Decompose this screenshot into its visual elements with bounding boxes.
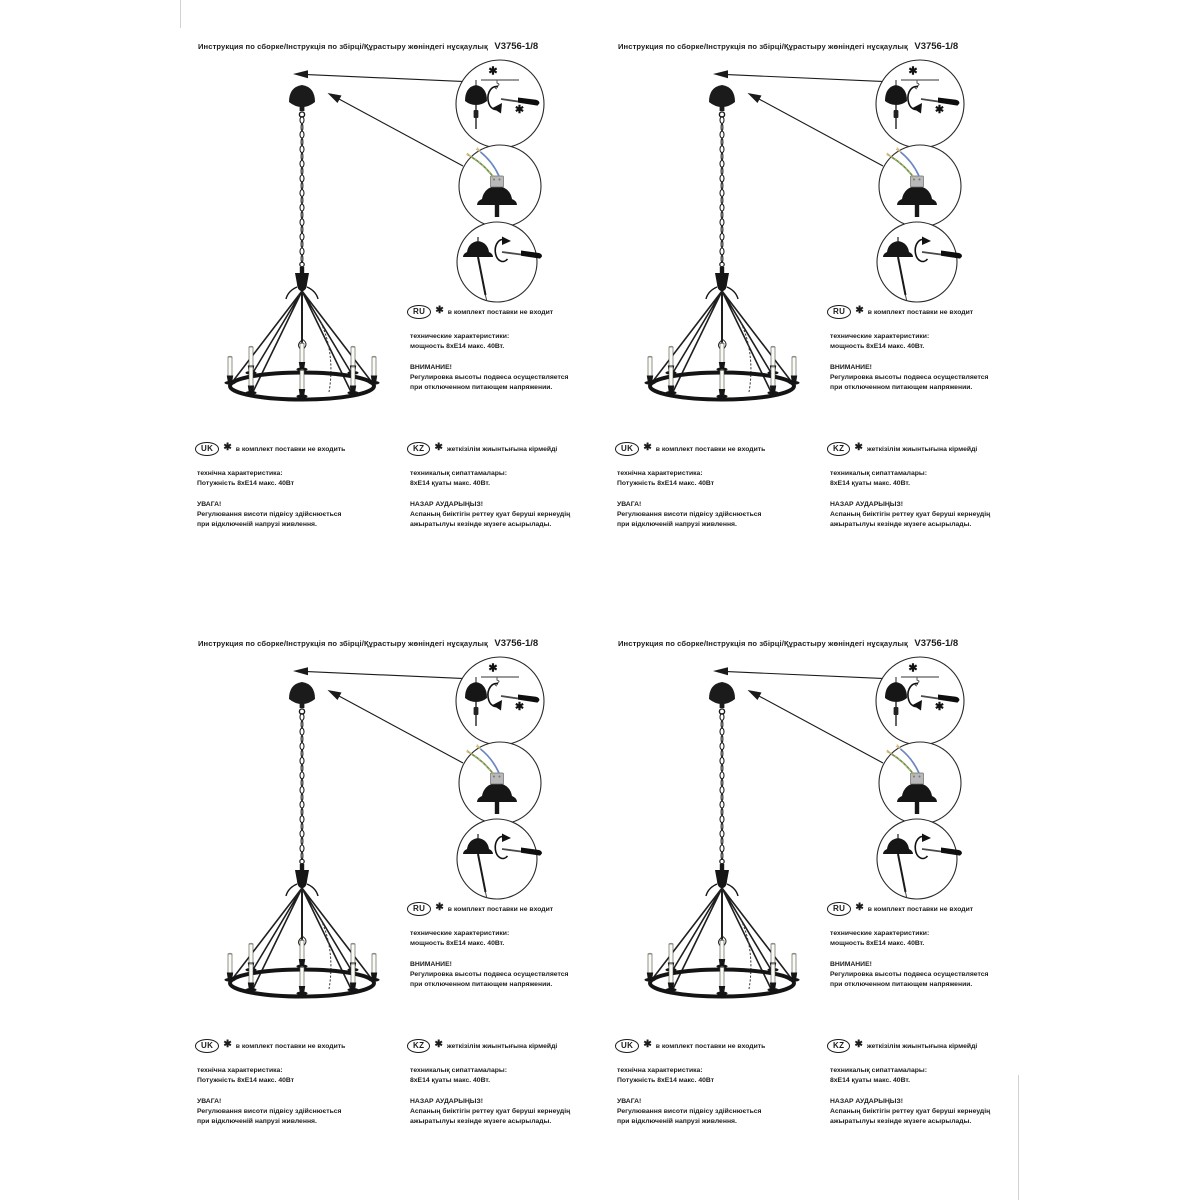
uk-spec-value: Потужність 8хЕ14 макс. 40Вт <box>617 1077 715 1084</box>
ru-spec-title: технические характеристики: <box>830 333 930 340</box>
asterisk-icon: ✱ <box>855 305 864 316</box>
kz-specs <box>830 1066 927 1086</box>
arrow-canopy-to-mount-callout <box>713 70 882 81</box>
uk-specs <box>617 1066 714 1086</box>
uk-spec-title: технічна характеристика: <box>197 1067 283 1074</box>
model-number: V3756-1/8 <box>914 638 959 649</box>
ru-warning-title: ВНИМАНИЕ! <box>410 961 452 968</box>
asterisk-icon: ✱ <box>434 442 443 453</box>
ceiling-canopy <box>289 85 315 117</box>
not-included-asterisk: ✱ <box>514 701 525 713</box>
uk-warning <box>197 1097 342 1127</box>
not-included-asterisk: ✱ <box>908 65 918 78</box>
ru-spec-title: технические характеристики: <box>410 930 510 937</box>
ru-warning-line1: Регулировка высоты подвеса осуществляется <box>410 971 569 978</box>
instruction-page <box>600 600 1020 1194</box>
kz-warning-line1: Аспаның биіктігін реттеу қуат беруші кернеудің <box>830 511 991 518</box>
not-included-asterisk: ✱ <box>514 104 525 116</box>
asterisk-icon: ✱ <box>643 1039 652 1050</box>
kz-not-included-note: жеткізілім жиынтығына кірмейді <box>866 445 978 453</box>
kz-section-header <box>827 1039 977 1053</box>
asterisk-icon: ✱ <box>223 442 232 453</box>
kz-specs <box>410 469 507 489</box>
callout-rod-adjust <box>457 819 542 899</box>
instruction-page <box>600 3 1020 597</box>
uk-spec-value: Потужність 8хЕ14 макс. 40Вт <box>197 480 295 487</box>
lang-badge-kz: KZ <box>407 1039 430 1053</box>
ru-section-header <box>827 305 973 319</box>
uk-warning-line2: при відключеній напрузі живлення. <box>617 521 737 528</box>
kz-section-header <box>407 1039 557 1053</box>
terminal-block <box>911 773 924 784</box>
lang-badge-uk: UK <box>615 1039 639 1053</box>
ru-spec-value: мощность 8хЕ14 макс. 40Вт. <box>410 940 505 947</box>
callout-wiring <box>459 145 541 227</box>
uk-warning-line1: Регулювання висоти підвісу здійснюється <box>197 511 342 518</box>
uk-not-included-note: в комплект поставки не входить <box>235 1042 346 1050</box>
callout-canopy-mount <box>456 657 544 745</box>
asterisk-icon: ✱ <box>223 1039 232 1050</box>
model-number: V3756-1/8 <box>494 638 539 649</box>
uk-specs <box>617 469 714 489</box>
arrow-canopy-to-wiring-callout <box>328 93 464 166</box>
not-included-asterisk: ✱ <box>488 65 498 78</box>
page-title <box>198 633 538 651</box>
ru-section-header <box>407 902 553 916</box>
uk-warning-line1: Регулювання висоти підвісу здійснюється <box>197 1108 342 1115</box>
terminal-block <box>491 773 504 784</box>
page-title-text: Инструкция по сборке/Інструкція по збірці/Құрастыру жөніндегі нұсқаулық <box>198 639 488 648</box>
ru-warning <box>830 363 988 393</box>
uk-warning <box>617 500 762 530</box>
kz-warning-line1: Аспаның биіктігін реттеу қуат беруші кернеудің <box>410 1108 571 1115</box>
uk-section-header <box>615 442 765 456</box>
asterisk-icon: ✱ <box>435 305 444 316</box>
ru-spec-value: мощность 8хЕ14 макс. 40Вт. <box>830 343 925 350</box>
ru-warning-line2: при отключенном питающем напряжении. <box>410 981 553 988</box>
instruction-page <box>180 3 600 597</box>
kz-warning <box>830 1097 990 1127</box>
page-title <box>618 36 958 54</box>
kz-spec-value: 8хЕ14 қуаты макс. 40Вт. <box>830 1077 911 1084</box>
kz-warning-title: НАЗАР АУДАРЫҢЫЗ! <box>410 501 483 508</box>
chandelier-drawing <box>180 3 380 400</box>
ru-warning <box>410 363 568 393</box>
model-number: V3756-1/8 <box>494 41 539 52</box>
ru-warning-line2: при отключенном питающем напряжении. <box>830 384 973 391</box>
ru-section-header <box>407 305 553 319</box>
ceiling-canopy <box>709 85 735 117</box>
asterisk-icon: ✱ <box>434 1039 443 1050</box>
page-title <box>618 633 958 651</box>
kz-not-included-note: жеткізілім жиынтығына кірмейді <box>446 1042 558 1050</box>
lang-badge-kz: KZ <box>827 442 850 456</box>
ru-warning-title: ВНИМАНИЕ! <box>830 364 872 371</box>
callout-wiring <box>879 742 961 824</box>
callout-rod-adjust <box>877 222 962 302</box>
model-number: V3756-1/8 <box>914 41 959 52</box>
ru-warning <box>830 960 988 990</box>
ceiling-canopy <box>709 682 735 714</box>
kz-not-included-note: жеткізілім жиынтығына кірмейді <box>866 1042 978 1050</box>
chandelier-drawing <box>600 600 800 997</box>
kz-specs <box>830 469 927 489</box>
kz-spec-value: 8хЕ14 қуаты макс. 40Вт. <box>830 480 911 487</box>
arrow-canopy-to-wiring-callout <box>748 690 884 763</box>
asterisk-icon: ✱ <box>854 1039 863 1050</box>
page-title-text: Инструкция по сборке/Інструкція по збірці/Құрастыру жөніндегі нұсқаулық <box>618 639 908 648</box>
page-title-text: Инструкция по сборке/Інструкція по збірці/Құрастыру жөніндегі нұсқаулық <box>618 42 908 51</box>
callout-wiring <box>879 145 961 227</box>
ru-warning-line2: при отключенном питающем напряжении. <box>830 981 973 988</box>
kz-spec-title: техникалық сипаттамалары: <box>410 470 507 477</box>
uk-warning-line2: при відключеній напрузі живлення. <box>617 1118 737 1125</box>
uk-specs <box>197 469 294 489</box>
kz-spec-value: 8хЕ14 қуаты макс. 40Вт. <box>410 480 491 487</box>
ru-section-header <box>827 902 973 916</box>
lang-badge-kz: KZ <box>827 1039 850 1053</box>
uk-not-included-note: в комплект поставки не входить <box>655 1042 766 1050</box>
uk-warning-line1: Регулювання висоти підвісу здійснюється <box>617 511 762 518</box>
uk-section-header <box>615 1039 765 1053</box>
terminal-block <box>491 176 504 187</box>
kz-warning-title: НАЗАР АУДАРЫҢЫЗ! <box>830 1098 903 1105</box>
uk-warning-title: УВАГА! <box>197 1098 222 1105</box>
uk-warning-title: УВАГА! <box>617 1098 642 1105</box>
uk-warning-title: УВАГА! <box>617 501 642 508</box>
lang-badge-ru: RU <box>827 305 851 319</box>
instruction-page <box>180 600 600 1194</box>
uk-spec-title: технічна характеристика: <box>617 1067 703 1074</box>
ru-specs <box>410 929 509 949</box>
lang-badge-ru: RU <box>407 902 431 916</box>
lang-badge-uk: UK <box>615 442 639 456</box>
asterisk-icon: ✱ <box>855 902 864 913</box>
ru-warning-line1: Регулировка высоты подвеса осуществляется <box>830 374 989 381</box>
terminal-block <box>911 176 924 187</box>
ru-warning-line1: Регулировка высоты подвеса осуществляется <box>410 374 569 381</box>
not-included-asterisk: ✱ <box>934 104 945 116</box>
kz-warning <box>830 500 990 530</box>
ru-warning-line1: Регулировка высоты подвеса осуществляется <box>830 971 989 978</box>
arrow-canopy-to-wiring-callout <box>328 690 464 763</box>
uk-not-included-note: в комплект поставки не входить <box>655 445 766 453</box>
kz-section-header <box>827 442 977 456</box>
arrow-canopy-to-mount-callout <box>713 667 882 678</box>
callout-rod-adjust <box>457 222 542 302</box>
uk-warning-line2: при відключеній напрузі живлення. <box>197 521 317 528</box>
ru-not-included-note: в комплект поставки не входит <box>447 308 554 316</box>
ceiling-canopy <box>289 682 315 714</box>
lang-badge-kz: KZ <box>407 442 430 456</box>
ru-not-included-note: в комплект поставки не входит <box>447 905 554 913</box>
callout-canopy-mount <box>456 60 544 148</box>
uk-spec-title: технічна характеристика: <box>197 470 283 477</box>
not-included-asterisk: ✱ <box>908 662 918 675</box>
kz-spec-value: 8хЕ14 қуаты макс. 40Вт. <box>410 1077 491 1084</box>
ru-specs <box>410 332 509 352</box>
kz-spec-title: техникалық сипаттамалары: <box>830 1067 927 1074</box>
uk-spec-title: технічна характеристика: <box>617 470 703 477</box>
asterisk-icon: ✱ <box>435 902 444 913</box>
kz-warning <box>410 1097 570 1127</box>
ru-spec-value: мощность 8хЕ14 макс. 40Вт. <box>410 343 505 350</box>
kz-warning-line1: Аспаның биіктігін реттеу қуат беруші кернеудің <box>830 1108 991 1115</box>
ru-specs <box>830 929 929 949</box>
uk-section-header <box>195 1039 345 1053</box>
kz-section-header <box>407 442 557 456</box>
lang-badge-ru: RU <box>827 902 851 916</box>
callout-canopy-mount <box>876 657 964 745</box>
chandelier-drawing <box>600 3 800 400</box>
kz-warning-line1: Аспаның биіктігін реттеу қуат беруші кернеудің <box>410 511 571 518</box>
uk-specs <box>197 1066 294 1086</box>
uk-warning-line1: Регулювання висоти підвісу здійснюється <box>617 1108 762 1115</box>
uk-warning <box>617 1097 762 1127</box>
kz-warning-line2: ажыратылуы кезінде жүзеге асырылады. <box>410 1118 552 1125</box>
ru-warning-line2: при отключенном питающем напряжении. <box>410 384 553 391</box>
not-included-asterisk: ✱ <box>488 662 498 675</box>
ru-spec-title: технические характеристики: <box>410 333 510 340</box>
ru-warning-title: ВНИМАНИЕ! <box>410 364 452 371</box>
callout-rod-adjust <box>877 819 962 899</box>
uk-warning-line2: при відключеній напрузі живлення. <box>197 1118 317 1125</box>
ru-not-included-note: в комплект поставки не входит <box>867 308 974 316</box>
uk-section-header <box>195 442 345 456</box>
ru-specs <box>830 332 929 352</box>
uk-spec-value: Потужність 8хЕ14 макс. 40Вт <box>617 480 715 487</box>
callout-wiring <box>459 742 541 824</box>
uk-warning-title: УВАГА! <box>197 501 222 508</box>
asterisk-icon: ✱ <box>643 442 652 453</box>
not-included-asterisk: ✱ <box>934 701 945 713</box>
kz-not-included-note: жеткізілім жиынтығына кірмейді <box>446 445 558 453</box>
ru-not-included-note: в комплект поставки не входит <box>867 905 974 913</box>
arrow-canopy-to-mount-callout <box>293 667 462 678</box>
kz-specs <box>410 1066 507 1086</box>
page-title <box>198 36 538 54</box>
lang-badge-ru: RU <box>407 305 431 319</box>
kz-spec-title: техникалық сипаттамалары: <box>830 470 927 477</box>
page-title-text: Инструкция по сборке/Інструкція по збірці/Құрастыру жөніндегі нұсқаулық <box>198 42 488 51</box>
chandelier-drawing <box>180 600 380 997</box>
lang-badge-uk: UK <box>195 442 219 456</box>
kz-warning-title: НАЗАР АУДАРЫҢЫЗ! <box>410 1098 483 1105</box>
ru-warning <box>410 960 568 990</box>
uk-spec-value: Потужність 8хЕ14 макс. 40Вт <box>197 1077 295 1084</box>
asterisk-icon: ✱ <box>854 442 863 453</box>
arrow-canopy-to-wiring-callout <box>748 93 884 166</box>
arrow-canopy-to-mount-callout <box>293 70 462 81</box>
ru-warning-title: ВНИМАНИЕ! <box>830 961 872 968</box>
kz-warning-line2: ажыратылуы кезінде жүзеге асырылады. <box>830 521 972 528</box>
uk-warning <box>197 500 342 530</box>
uk-not-included-note: в комплект поставки не входить <box>235 445 346 453</box>
lang-badge-uk: UK <box>195 1039 219 1053</box>
kz-warning-title: НАЗАР АУДАРЫҢЫЗ! <box>830 501 903 508</box>
ru-spec-value: мощность 8хЕ14 макс. 40Вт. <box>830 940 925 947</box>
kz-warning <box>410 500 570 530</box>
kz-warning-line2: ажыратылуы кезінде жүзеге асырылады. <box>830 1118 972 1125</box>
callout-canopy-mount <box>876 60 964 148</box>
kz-spec-title: техникалық сипаттамалары: <box>410 1067 507 1074</box>
ru-spec-title: технические характеристики: <box>830 930 930 937</box>
kz-warning-line2: ажыратылуы кезінде жүзеге асырылады. <box>410 521 552 528</box>
